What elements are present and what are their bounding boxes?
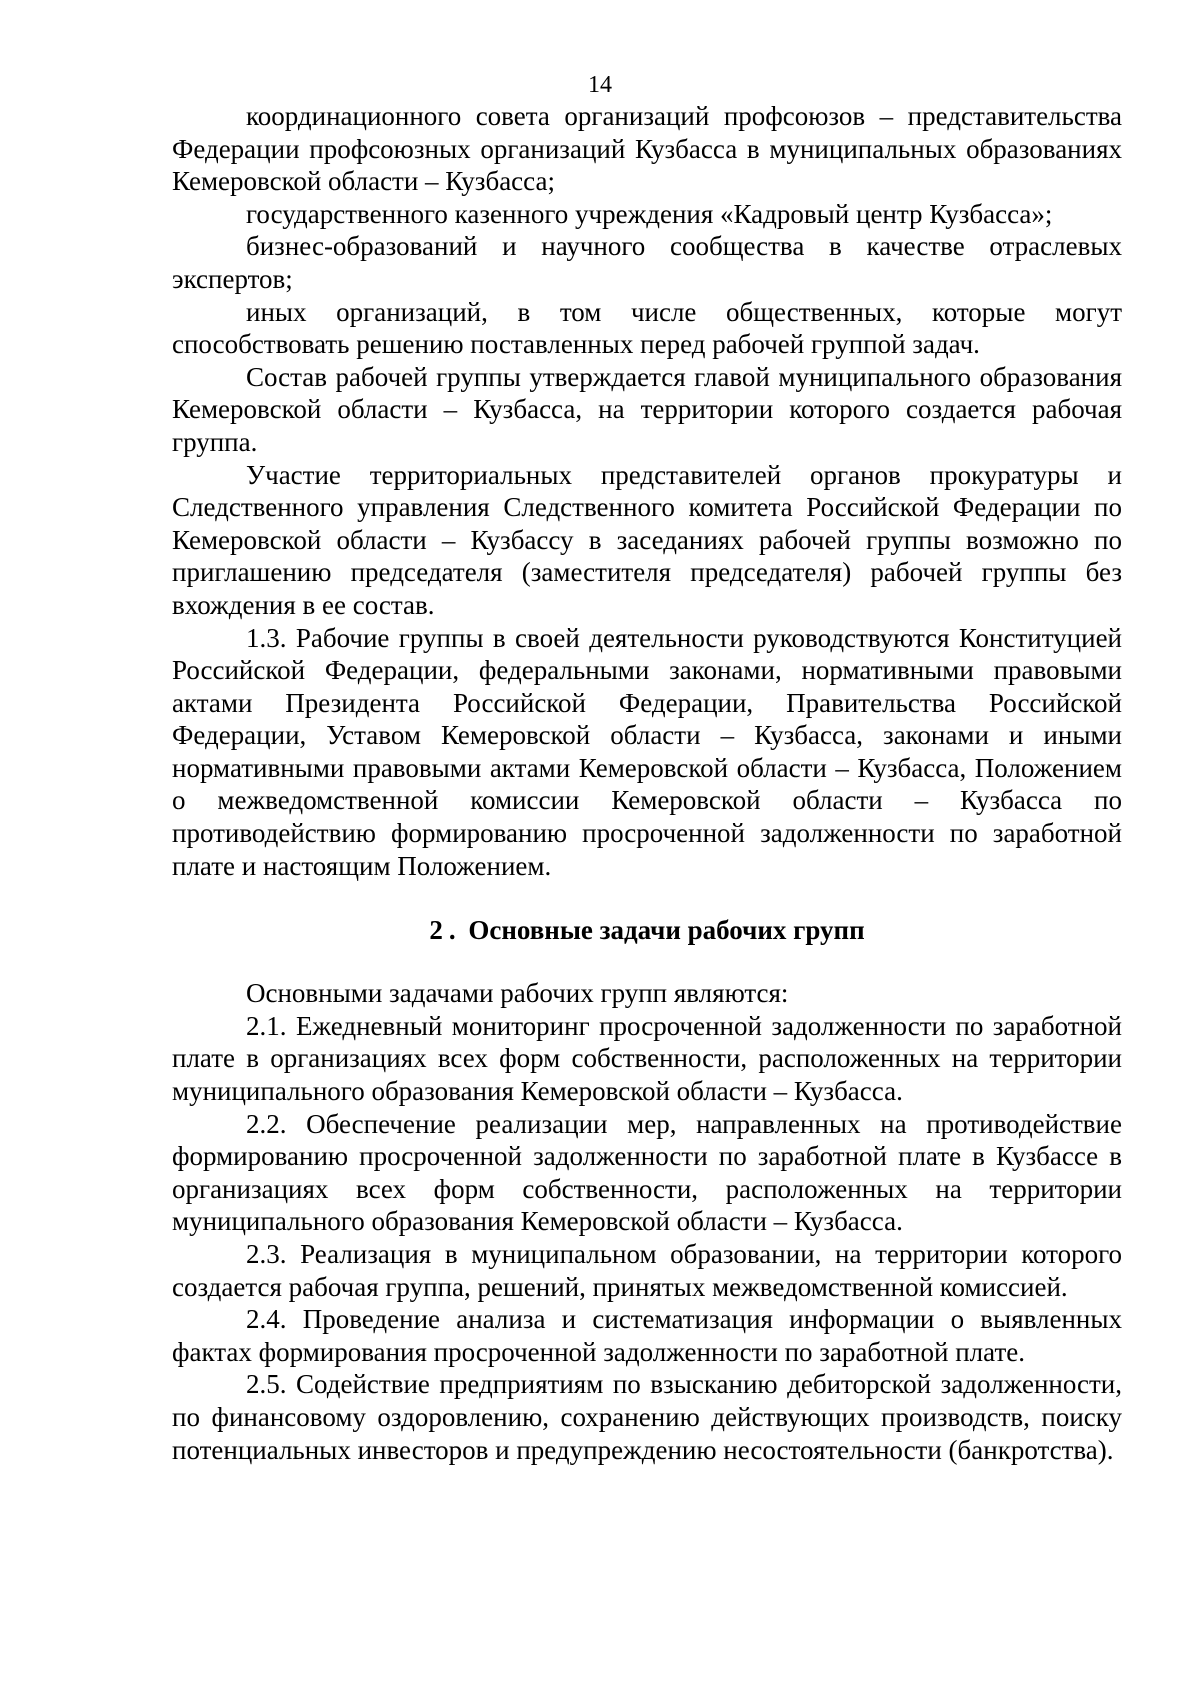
paragraph: 2.3. Реализация в муниципальном образовании, на территории которого создается рабочая группа, решений, принятых межведомственной комиссией.	[172, 1239, 1122, 1302]
section-heading	[172, 914, 1122, 947]
paragraph: Основными задачами рабочих групп являются:	[246, 978, 789, 1009]
section-title: Основные задачи рабочих групп	[468, 915, 865, 946]
paragraph: 2.1. Ежедневный мониторинг просроченной задолженности по заработной плате в организациях всех форм собственности, расположенных на территории муниципального образования Кемеровской области – Кузбасса.	[172, 1010, 1122, 1107]
paragraph: координационного совета организаций профсоюзов – представительства Федерации профсоюзных организаций Кузбасса в муниципальных образованиях Кемеровской области – Кузбасса;	[172, 101, 1122, 197]
paragraph: 2.5. Содействие предприятиям по взысканию дебиторской задолженности, по финансовому оздоровлению, сохранению действующих производств, поиску потенциальных инвесторов и предупреждению несостоятельности (банкротства).	[172, 1369, 1122, 1465]
paragraph: 2.2. Обеспечение реализации мер, направленных на противодействие формированию просроченной задолженности по заработной плате в Кузбассе в организациях всех форм собственности, расположенных на территории муниципального образования Кемеровской области – Кузбасса.	[172, 1108, 1122, 1237]
paragraph: иных организаций, в том числе общественных, которые могут способствовать решению поставленных перед рабочей группой задач.	[172, 296, 1122, 360]
paragraph: бизнес-образований и научного сообщества в качестве отраслевых экспертов;	[172, 231, 1122, 294]
document-body	[172, 100, 1122, 1466]
paragraph: государственного казенного учреждения «Кадровый центр Кузбасса»;	[246, 198, 1053, 229]
paragraph: Участие территориальных представителей органов прокуратуры и Следственного управления Следственного комитета Российской Федерации по Кемеровской области – Кузбассу в заседаниях рабочей группы возможно по приглашению председателя (заместителя председателя) рабочей группы без вхождения в ее состав.	[172, 459, 1122, 620]
page-number: 14	[588, 72, 612, 98]
paragraph: Состав рабочей группы утверждается главой муниципального образования Кемеровской области – Кузбасса, на территории которого создается рабочая группа.	[172, 361, 1122, 457]
paragraph: 1.3. Рабочие группы в своей деятельности руководствуются Конституцией Российской Федерации, федеральными законами, нормативными правовыми актами Президента Российской Федерации, Правительства Российской Федерации, Уставом Кемеровской области – Кузбасса, законами и иными нормативными правовыми актами Кемеровской области – Кузбасса, Положением о межведомственной комиссии Кемеровской области – Кузбасса по противодействию формированию просроченной задолженности по заработной плате и настоящим Положением.	[172, 622, 1122, 881]
section-number: 2.	[429, 915, 462, 946]
paragraph: 2.4. Проведение анализа и систематизация информации о выявленных фактах формирования просроченной задолженности по заработной плате.	[172, 1304, 1122, 1367]
